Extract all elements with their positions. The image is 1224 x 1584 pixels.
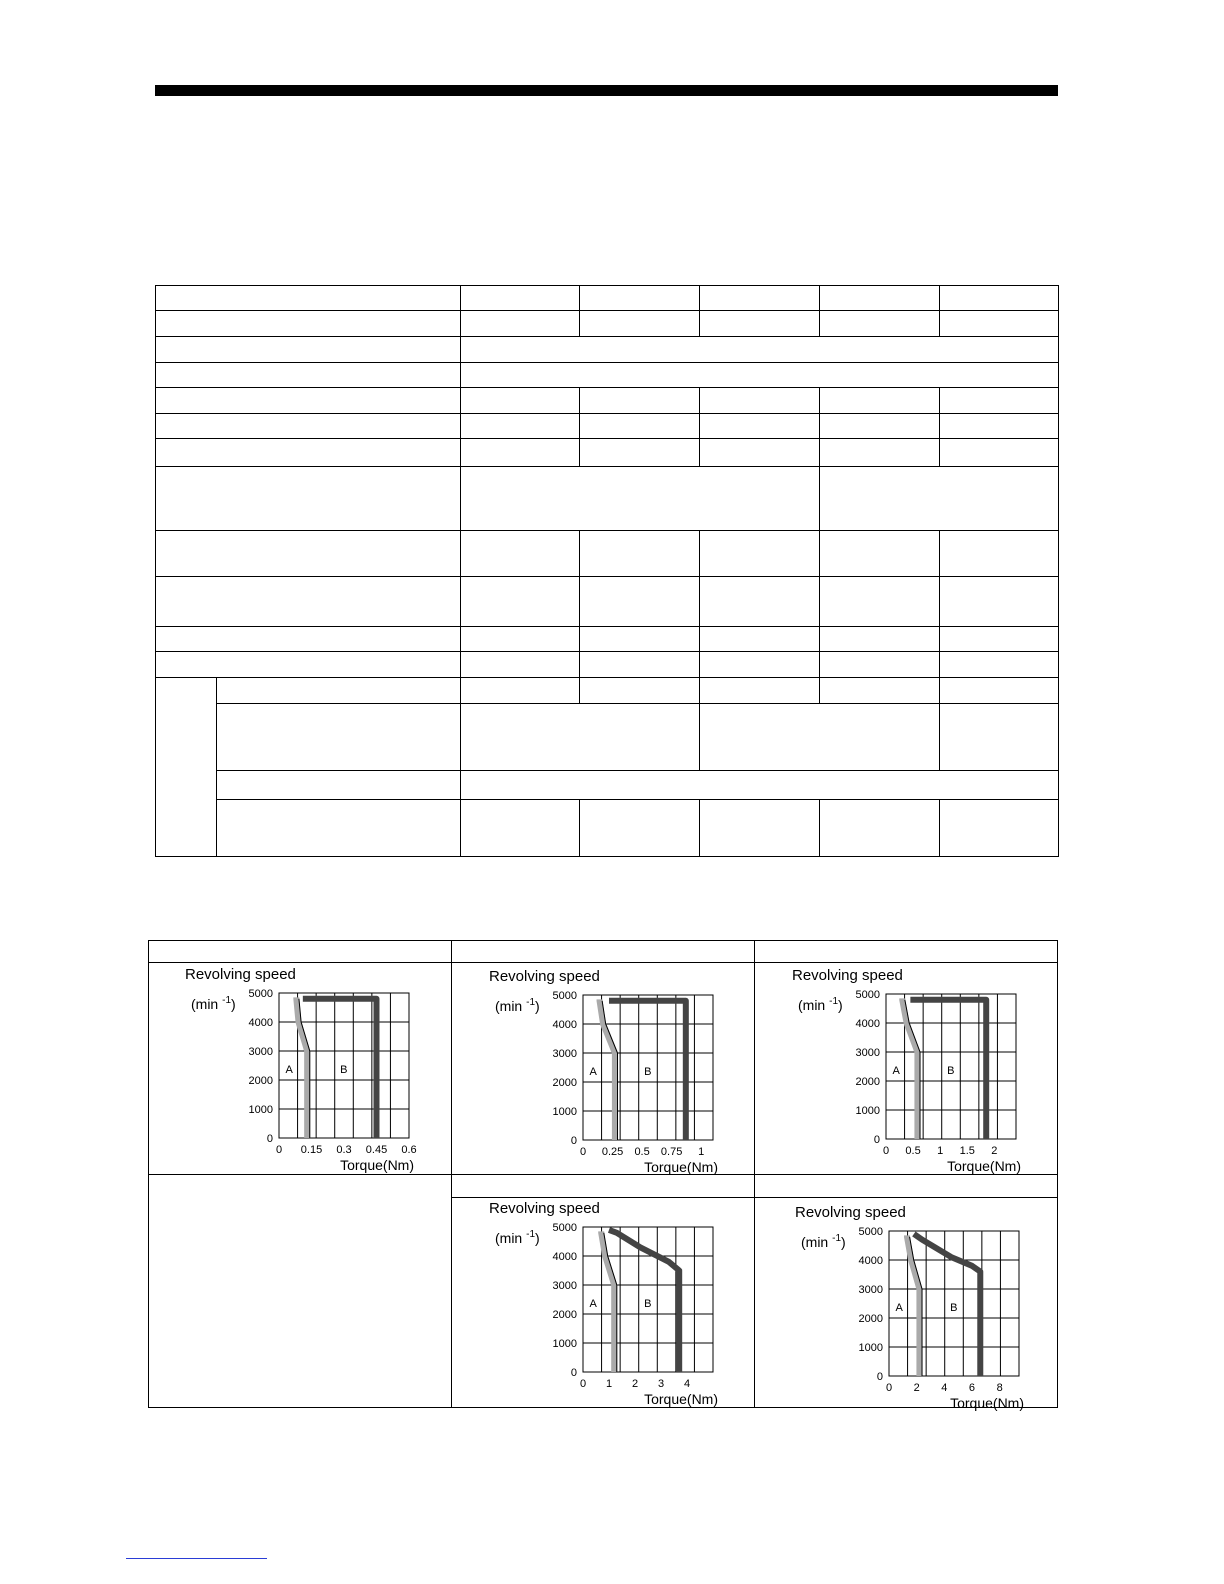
y-tick-label: 0 (570, 1135, 577, 1147)
y-tick-label: 5000 (858, 1226, 883, 1238)
speed-torque-chart-1 (169, 963, 449, 1173)
x-tick-label: 0.5 (634, 1146, 650, 1158)
region-label-A: A (285, 1063, 293, 1076)
x-tick-label: 0.3 (336, 1144, 352, 1156)
y-tick-label: 1000 (858, 1342, 883, 1354)
y-tick-label: 0 (873, 1134, 880, 1146)
region-label-A: A (589, 1065, 597, 1078)
chart-title: Revolving speed (185, 966, 296, 983)
x-tick-label: 0.6 (401, 1144, 417, 1156)
x-tick-label: 0.5 (905, 1145, 921, 1157)
table-row (156, 337, 1059, 363)
x-axis-label: Torque(Nm) (644, 1159, 718, 1175)
divider (451, 941, 452, 1407)
y-axis-label-close: ) (535, 998, 540, 1014)
y-tick-label: 5000 (552, 1222, 577, 1234)
table-row (156, 286, 1059, 311)
x-tick-label: 2 (991, 1145, 998, 1157)
x-tick-label: 0 (275, 1144, 283, 1156)
speed-torque-chart-2 (473, 965, 753, 1175)
speed-torque-chart-4 (473, 1197, 753, 1407)
series-line-A (601, 1231, 614, 1372)
region-label-A: A (892, 1064, 900, 1077)
table-row (156, 627, 1059, 652)
region-label-B: B (947, 1064, 955, 1077)
x-axis-label: Torque(Nm) (644, 1391, 718, 1407)
y-tick-label: 5000 (248, 988, 273, 1000)
y-tick-label: 1000 (552, 1338, 577, 1350)
y-tick-label: 0 (266, 1133, 273, 1145)
series-line-B (914, 1234, 980, 1376)
chart-svg (779, 1201, 1059, 1411)
y-tick-label: 5000 (552, 990, 577, 1002)
x-tick-label: 1.5 (959, 1145, 975, 1157)
speed-torque-chart-3 (776, 964, 1056, 1174)
y-axis-label-close: ) (838, 997, 843, 1013)
y-tick-label: 2000 (248, 1075, 273, 1087)
x-tick-label: 0.25 (601, 1146, 624, 1158)
y-tick-label: 5000 (855, 989, 880, 1001)
y-tick-label: 4000 (552, 1251, 577, 1263)
x-tick-label: 0 (882, 1145, 890, 1157)
y-axis-label-exponent: -1 (526, 997, 536, 1008)
footer-rule (126, 1558, 267, 1559)
y-axis-label-close: ) (535, 1230, 540, 1246)
y-tick-label: 3000 (248, 1046, 273, 1058)
divider (754, 941, 755, 1407)
region-label-B: B (340, 1063, 348, 1076)
x-tick-label: 2 (913, 1382, 920, 1394)
header-rule (155, 85, 1058, 96)
y-tick-label: 2000 (552, 1309, 577, 1321)
x-tick-label: 1 (605, 1378, 613, 1390)
y-tick-label: 1000 (855, 1105, 880, 1117)
y-axis-label: (min $^{-1}$) (798, 996, 843, 1013)
y-tick-label: 3000 (858, 1284, 883, 1296)
region-label-B: B (644, 1297, 652, 1310)
x-tick-label: 0 (579, 1378, 587, 1390)
region-label-A: A (895, 1301, 903, 1314)
y-tick-label: 1000 (552, 1106, 577, 1118)
table-row (156, 771, 1059, 800)
chart-title: Revolving speed (792, 967, 903, 984)
y-axis-label: (min $^{-1}$) (495, 997, 540, 1014)
x-tick-label: 3 (657, 1378, 665, 1390)
y-axis-label-close: ) (841, 1234, 846, 1250)
table-row (156, 531, 1059, 577)
spec-table (155, 285, 1059, 857)
x-axis-label: Torque(Nm) (947, 1158, 1021, 1174)
y-axis-label: (min $^{-1}$) (801, 1233, 846, 1250)
table-row (156, 311, 1059, 337)
table-row (156, 439, 1059, 467)
y-tick-label: 4000 (248, 1017, 273, 1029)
x-tick-label: 4 (941, 1382, 948, 1394)
x-axis-label: Torque(Nm) (340, 1157, 414, 1173)
chart-svg (776, 964, 1056, 1174)
chart-title: Revolving speed (795, 1204, 906, 1221)
table-row (156, 652, 1059, 678)
table-row (156, 704, 1059, 771)
chart-title: Revolving speed (489, 1200, 600, 1217)
x-tick-label: 0 (579, 1146, 587, 1158)
table-row (156, 467, 1059, 531)
y-tick-label: 3000 (552, 1280, 577, 1292)
y-axis-label-exponent: -1 (526, 1229, 536, 1240)
x-tick-label: 6 (968, 1382, 976, 1394)
y-axis-label-exponent: -1 (222, 995, 232, 1006)
chart-svg (473, 965, 753, 1175)
y-tick-label: 2000 (552, 1077, 577, 1089)
chart-svg (169, 963, 449, 1173)
x-tick-label: 1 (698, 1146, 705, 1158)
speed-torque-chart-5 (779, 1201, 1059, 1411)
y-axis-label-close: ) (231, 996, 236, 1012)
y-tick-label: 2000 (855, 1076, 880, 1088)
y-tick-label: 3000 (552, 1048, 577, 1060)
x-tick-label: 8 (996, 1382, 1003, 1394)
x-tick-label: 1 (937, 1145, 944, 1157)
table-row (156, 388, 1059, 414)
x-tick-label: 0.45 (365, 1144, 388, 1156)
table-row (156, 577, 1059, 627)
x-tick-label: 2 (631, 1378, 639, 1390)
chart-title: Revolving speed (489, 968, 600, 985)
y-axis-label-exponent: -1 (832, 1233, 842, 1244)
y-axis-label: (min $^{-1}$) (191, 995, 236, 1012)
y-tick-label: 0 (876, 1371, 883, 1383)
x-tick-label: 0.15 (300, 1144, 323, 1156)
region-label-A: A (589, 1297, 597, 1310)
table-row (156, 363, 1059, 388)
y-tick-label: 3000 (855, 1047, 880, 1059)
y-tick-label: 4000 (552, 1019, 577, 1031)
y-axis-label: (min $^{-1}$) (495, 1229, 540, 1246)
x-tick-label: 0 (885, 1382, 893, 1394)
region-label-B: B (644, 1065, 652, 1078)
x-tick-label: 0.75 (660, 1146, 683, 1158)
table-row (156, 678, 1059, 704)
y-tick-label: 1000 (248, 1104, 273, 1116)
y-tick-label: 0 (570, 1367, 577, 1379)
region-label-B: B (950, 1301, 958, 1314)
y-tick-label: 2000 (858, 1313, 883, 1325)
x-tick-label: 4 (683, 1378, 691, 1390)
table-row (156, 800, 1059, 857)
torque-curves-table (148, 940, 1058, 1411)
x-axis-label: Torque(Nm) (950, 1395, 1024, 1411)
chart-svg (473, 1197, 753, 1407)
y-tick-label: 4000 (855, 1018, 880, 1030)
y-axis-label-exponent: -1 (829, 996, 839, 1007)
table-row (156, 414, 1059, 439)
y-tick-label: 4000 (858, 1255, 883, 1267)
